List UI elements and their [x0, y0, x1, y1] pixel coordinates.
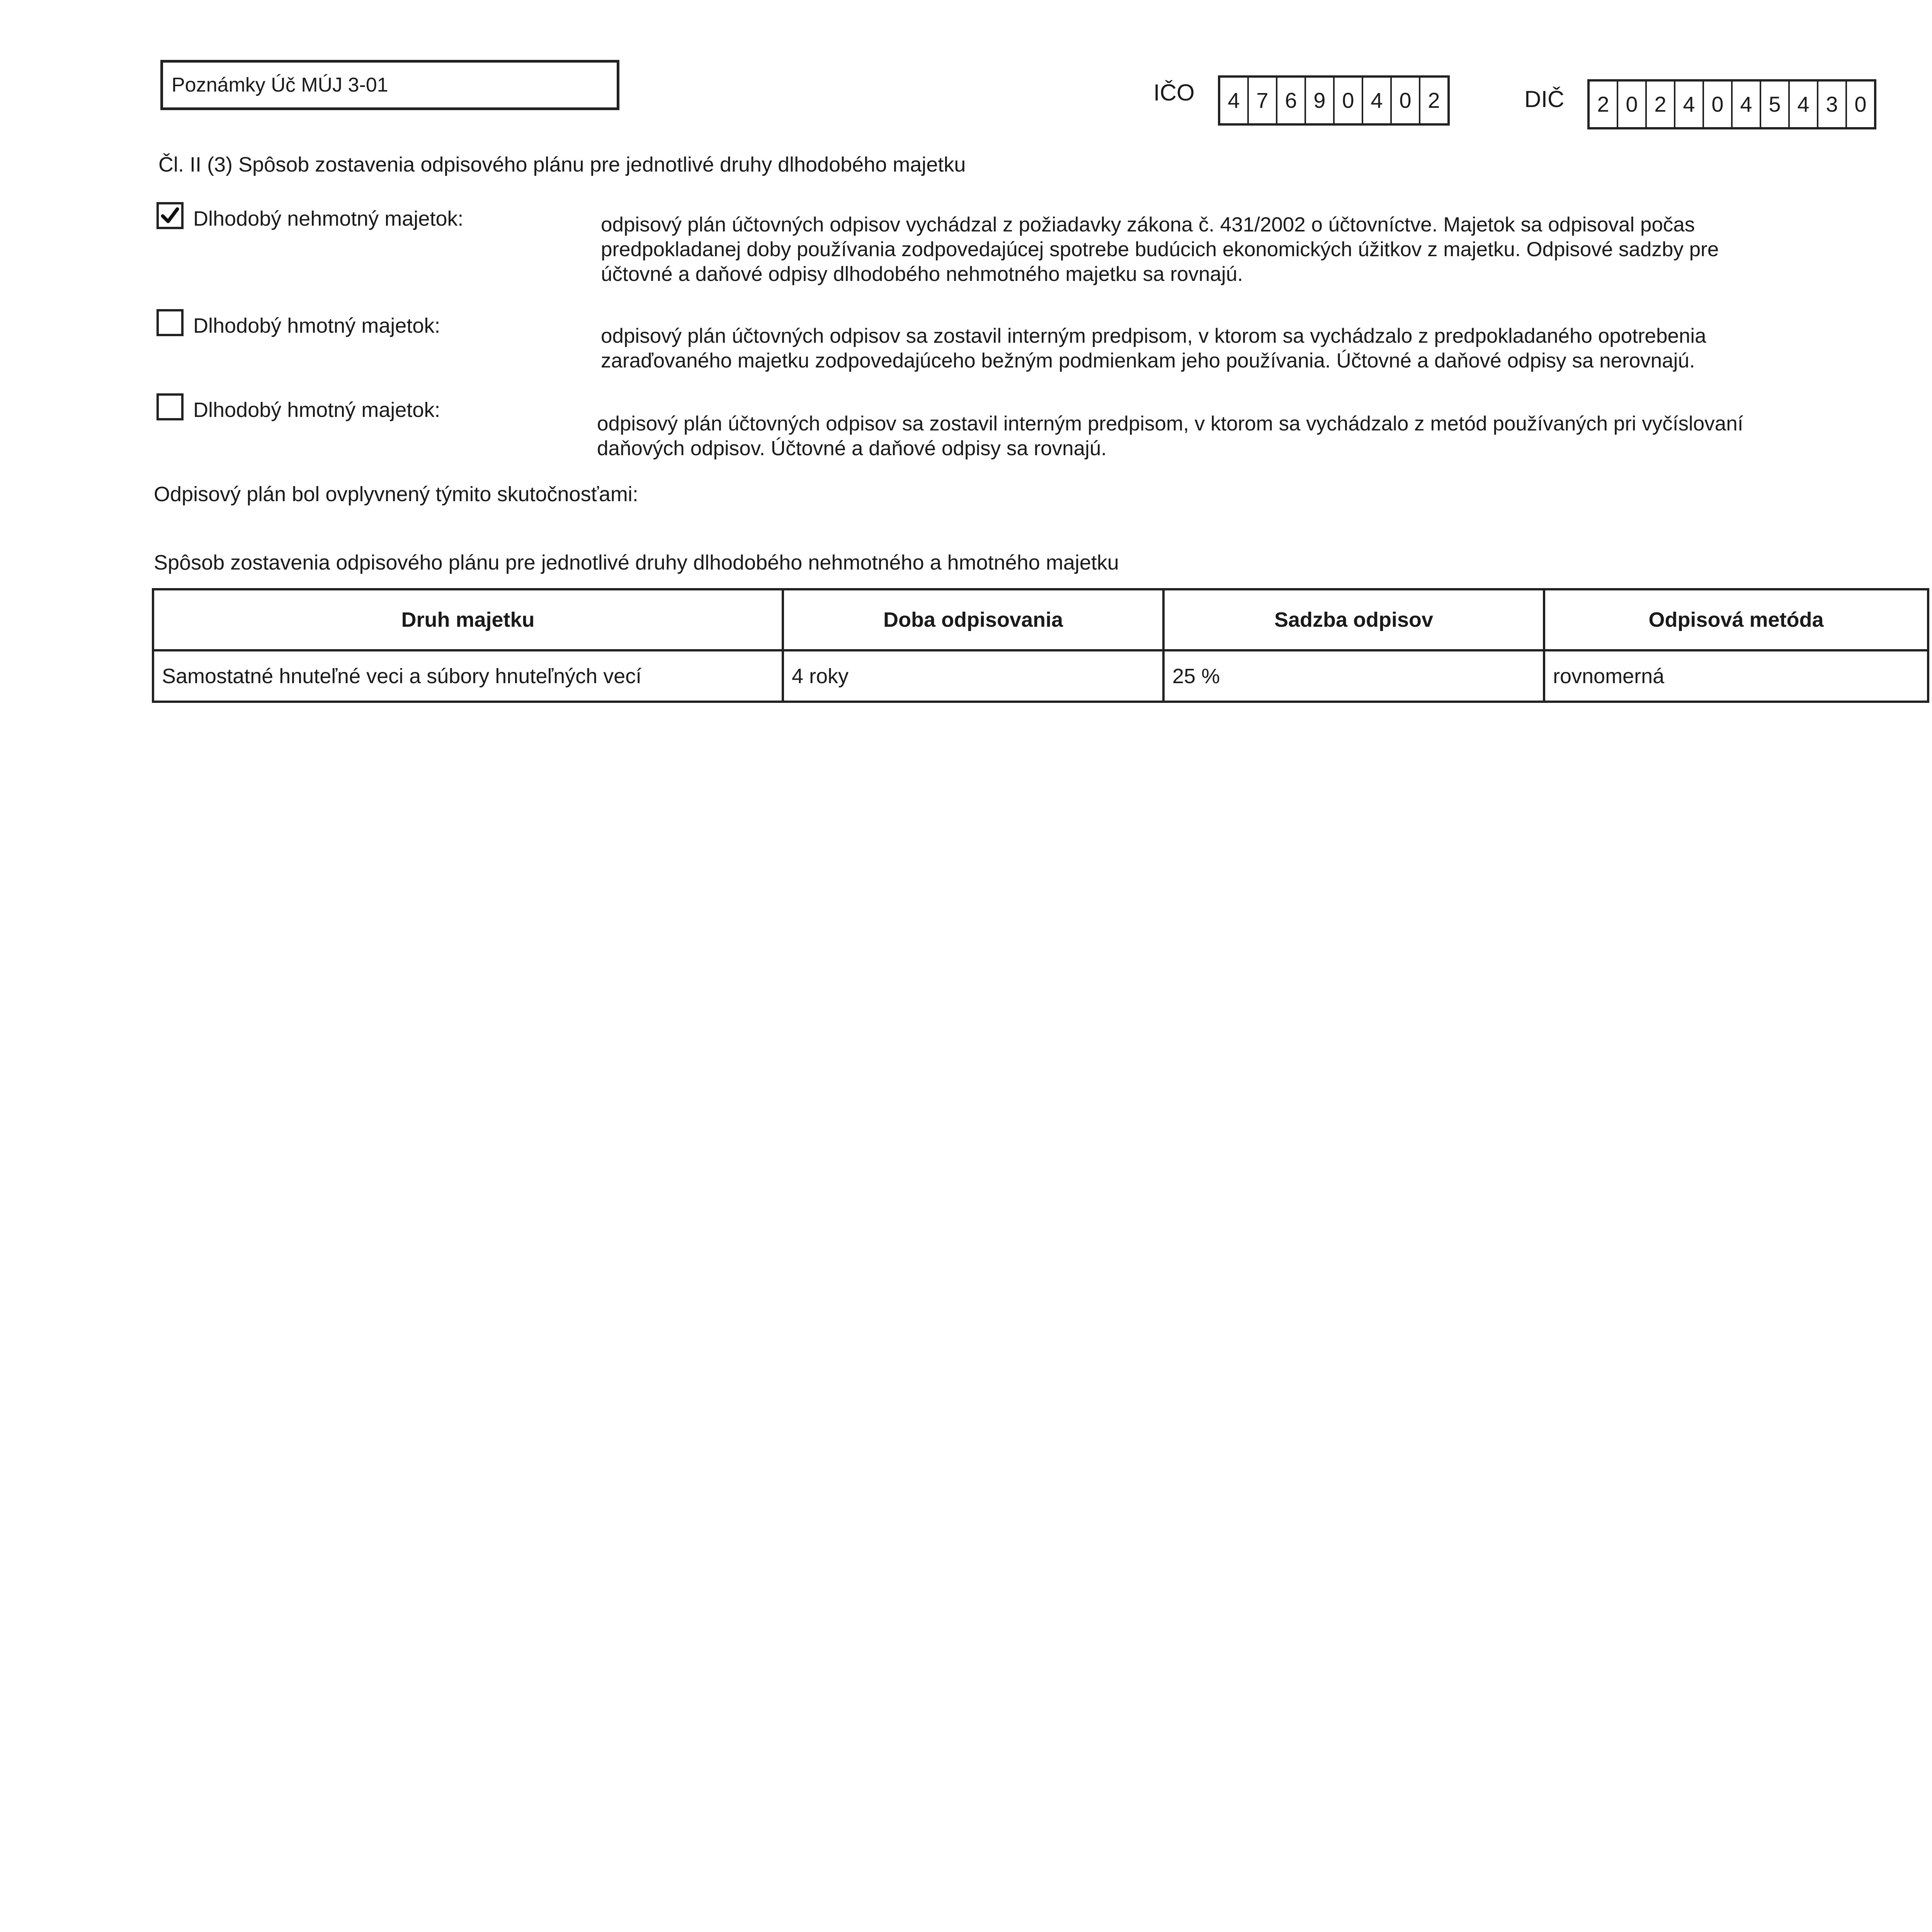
dic-digit: 5: [1761, 82, 1790, 127]
table-row: [153, 650, 1928, 702]
text-line: zaraďovaného majetku zodpovedajúceho bežným podmienkam jeho používania. Účtovné a daňové odpisy sa nerovnajú.: [601, 349, 1695, 372]
depreciation-table: [152, 588, 1929, 703]
text-line: daňových odpisov. Účtovné a daňové odpisy sa rovnajú.: [597, 437, 1107, 460]
ico-digit: 4: [1220, 78, 1249, 123]
column-header: Odpisová metóda: [1544, 589, 1928, 650]
table-cell: 4 roky: [783, 650, 1163, 702]
ico-digit: 7: [1249, 78, 1277, 123]
checkbox-tangible-b[interactable]: [156, 393, 184, 420]
checkbox-tangible-a[interactable]: [156, 309, 184, 336]
table-title: Spôsob zostavenia odpisového plánu pre jednotlivé druhy dlhodobého nehmotného a hmotného majetku: [154, 551, 1119, 574]
table-cell: Samostatné hnuteľné veci a súbory hnuteľných vecí: [153, 650, 783, 702]
dic-digit: 0: [1704, 82, 1733, 127]
text-line: odpisový plán účtovných odpisov vychádzal z požiadavky zákona č. 431/2002 o účtovníctve. Majetok sa odpisoval počas: [601, 213, 1695, 236]
column-header: Druh majetku: [153, 589, 783, 650]
dic-digit: 4: [1733, 82, 1761, 127]
item-label: Dlhodobý nehmotný majetok:: [193, 207, 464, 230]
table-header-row: [153, 589, 1928, 650]
column-header: Sadzba odpisov: [1163, 589, 1544, 650]
ico-digit: 2: [1428, 88, 1440, 112]
dic-digits: [1587, 79, 1876, 129]
checkmark-icon: [160, 205, 180, 226]
item-label: Dlhodobý hmotný majetok:: [193, 314, 440, 337]
text-line: účtovné a daňové odpisy dlhodobého nehmotného majetku sa rovnajú.: [601, 263, 1243, 286]
item-label: Dlhodobý hmotný majetok:: [193, 398, 440, 422]
dic-digit: 2: [1647, 82, 1675, 127]
text-line: predpokladanej doby používania zodpovedajúcej spotrebe budúcich ekonomických úžitkov z majetku. Odpisové sadzby pre: [601, 238, 1719, 261]
column-header: Doba odpisovania: [783, 589, 1163, 650]
checkbox-intangible[interactable]: [156, 202, 184, 229]
item-description: [601, 324, 1907, 373]
ico-digit: 0: [1335, 78, 1363, 123]
table-cell: 25 %: [1163, 650, 1544, 702]
ico-digit: 0: [1392, 78, 1420, 123]
dic-digit: 0: [1854, 92, 1867, 116]
ico-digit: 9: [1306, 78, 1335, 123]
form-name-box: Poznámky Úč MÚJ 3-01: [160, 60, 619, 110]
dic-digit: 4: [1790, 82, 1818, 127]
dic-digit: 0: [1618, 82, 1647, 127]
item-description: [597, 412, 1903, 461]
ico-digit: 4: [1363, 78, 1392, 123]
dic-digit: 4: [1675, 82, 1704, 127]
section-title: Čl. II (3) Spôsob zostavenia odpisového plánu pre jednotlivé druhy dlhodobého majetku: [158, 153, 966, 176]
text-line: odpisový plán účtovných odpisov sa zostavil interným predpisom, v ktorom sa vychádzalo z predpokladaného opotrebenia: [601, 325, 1706, 347]
influence-text: Odpisový plán bol ovplyvnený týmito skutočnosťami:: [154, 483, 638, 506]
dic-digit: 2: [1590, 82, 1618, 127]
ico-label: IČO: [1153, 80, 1195, 105]
dic-label: DIČ: [1524, 86, 1565, 112]
ico-digits: [1218, 75, 1450, 126]
dic-digit: 3: [1818, 82, 1847, 127]
text-line: odpisový plán účtovných odpisov sa zostavil interným predpisom, v ktorom sa vychádzalo z metód používaných pri vyčíslovaní: [597, 412, 1743, 435]
ico-digit: 6: [1277, 78, 1306, 123]
item-description: [601, 213, 1907, 287]
table-cell: rovnomerná: [1544, 650, 1928, 702]
